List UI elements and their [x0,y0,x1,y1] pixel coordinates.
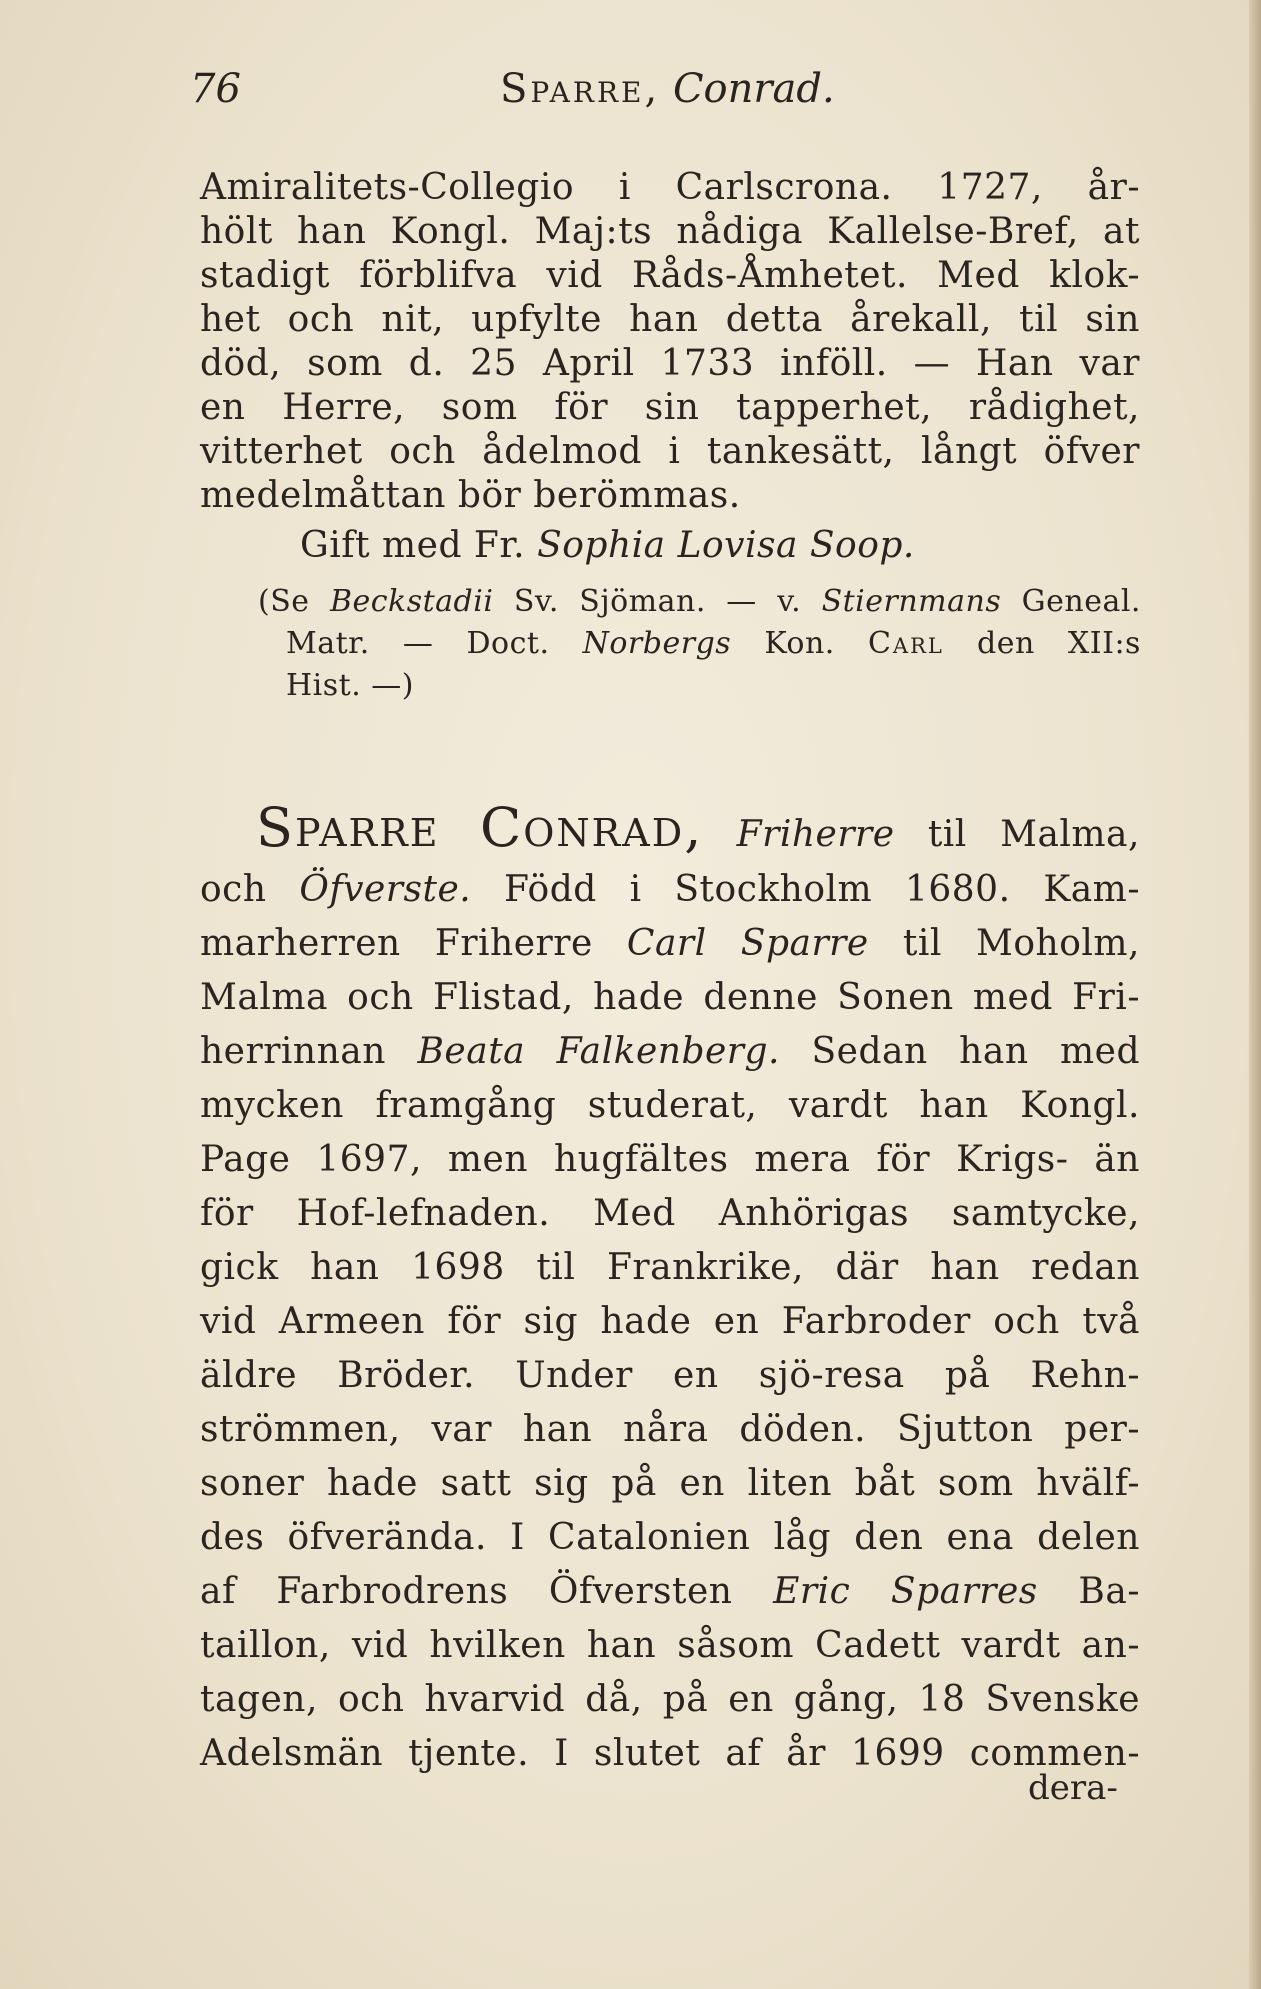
text-line: vitterhet och ådelmod i tankesätt, långt öfver [200,431,1140,472]
text-line: medelmåttan bör berömmas. [200,475,741,516]
text-line: soner hade satt sig på en liten båt som hvälf- [200,1463,1140,1504]
page-number: 76 [190,66,241,112]
running-head [500,66,835,116]
text-line: des öfverända. I Catalonien låg den ena delen [200,1517,1140,1558]
text-line: mycken framgång studerat, vardt han Kongl. [200,1085,1140,1126]
text-line: taillon, vid hvilken han såsom Cadett vardt an- [200,1625,1140,1666]
text-line: och Öfverste. Född i Stockholm 1680. Kam- [200,869,1140,910]
reference-note: (Se Beckstadii Sv. Sjöman. — v. Stiernmans Geneal. [258,584,1141,619]
text-line: hölt han Kongl. Maj:ts nådiga Kallelse-Bref, at [200,211,1140,252]
text-line: herrinnan Beata Falkenberg. Sedan han med [200,1031,1141,1072]
text-line: marherren Friherre Carl Sparre til Moholm, [200,923,1140,964]
running-head-given: Conrad. [672,66,835,112]
text-line: strömmen, var han nåra döden. Sjutton per- [200,1409,1140,1450]
text-line: af Farbrodrens Öfversten Eric Sparres Ba- [200,1571,1140,1612]
entry-heading: Sparre Conrad, Friherre til Malma, [256,796,1140,859]
reference-note: Hist. —) [286,668,414,703]
text-line: stadigt förblifva vid Råds-Åmhetet. Med klok- [200,255,1140,296]
page-edge [1249,0,1261,1989]
text-line: Page 1697, men hugfältes mera för Krigs- än [200,1139,1140,1180]
text-line: Amiralitets-Collegio i Carlscrona. 1727, år- [200,167,1140,208]
running-head-name: Sparre, [500,66,661,112]
text-line: het och nit, upfylte han detta årekall, til sin [200,299,1140,340]
text-line: tagen, och hvarvid då, på en gång, 18 Svenske [200,1679,1140,1720]
marriage-line: Gift med Fr. Sophia Lovisa Soop. [300,525,915,566]
text-line: död, som d. 25 April 1733 inföll. — Han var [200,343,1140,384]
text-line: för Hof-lefnaden. Med Anhörigas samtycke, [200,1193,1140,1234]
text-line: gick han 1698 til Frankrike, där han redan [200,1247,1140,1288]
text-line: äldre Bröder. Under en sjö-resa på Rehn- [200,1355,1140,1396]
text-line: Malma och Flistad, hade denne Sonen med Fri- [200,977,1140,1018]
text-line: Adelsmän tjente. I slutet af år 1699 commen- [200,1733,1140,1774]
text-line: en Herre, som för sin tapperhet, rådighet, [200,387,1140,428]
reference-note: Matr. — Doct. Norbergs Kon. Carl den XII:s [286,626,1141,661]
text-line: vid Armeen för sig hade en Farbroder och två [200,1301,1140,1342]
catchword: dera- [1028,1768,1118,1808]
